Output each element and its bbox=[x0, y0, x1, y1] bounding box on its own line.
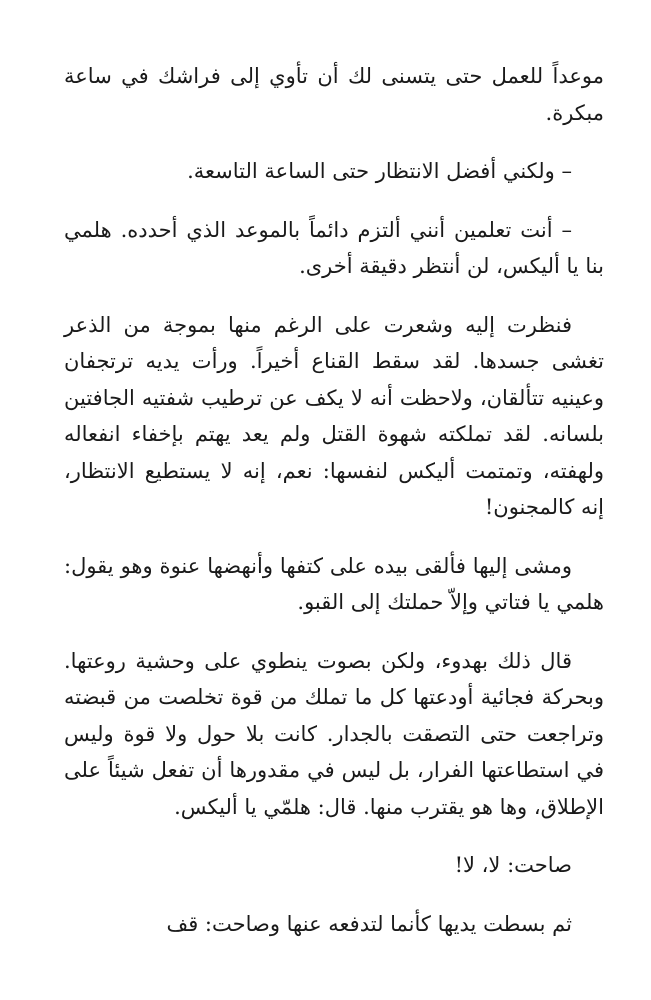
paragraph-7: صاحت: لا، لا! bbox=[454, 853, 572, 877]
book-page bbox=[64, 58, 604, 942]
paragraph-4: فنظرت إليه وشعرت على الرغم منها بموجة من الذعر تغشى جسدها. لقد سقط القناع أخيراً. ورأت يديه ترتجفان وعينيه تتألقان، ولاحظت أنه لا يكف عن ترطيب شفتيه الجافتين بلسانه. لقد تملكته شهوة القتل ولم يعد يهتم بإخفاء انفعاله ولهفته، وتمتمت أليكس لنفسها: نعم، إنه لا يستطيع الانتظار، إنه كالمجنون! bbox=[64, 312, 604, 519]
paragraph-1: موعداً للعمل حتى يتسنى لك أن تأوي إلى فراشك في ساعة مبكرة. bbox=[64, 64, 604, 125]
paragraph-3: – أنت تعلمين أنني ألتزم دائماً بالموعد الذي أحدده. هلمي بنا يا أليكس، لن أنتظر دقيقة أخرى. bbox=[64, 217, 604, 278]
paragraph-8: ثم بسطت يديها كأنما لتدفعه عنها وصاحت: قف bbox=[166, 911, 572, 936]
paragraph-5: ومشى إليها فألقى بيده على كتفها وأنهضها عنوة وهو يقول: هلمي يا فتاتي وإلاّ حملتك إلى القبو. bbox=[64, 553, 604, 614]
paragraph-6: قال ذلك بهدوء، ولكن بصوت ينطوي على وحشية روعتها. وبحركة فجائية أودعتها كل ما تملك من قوة تخلصت من قبضته وتراجعت حتى التصقت بالجدار. كانت بلا حول ولا قوة وليس في استطاعتها الفرار، بل ليس في مقدورها أن تفعل شيئاً على الإطلاق، وها هو يقترب منها. قال: هلمّي يا أليكس. bbox=[64, 648, 604, 819]
paragraph-2: – ولكني أفضل الانتظار حتى الساعة التاسعة. bbox=[187, 159, 572, 183]
